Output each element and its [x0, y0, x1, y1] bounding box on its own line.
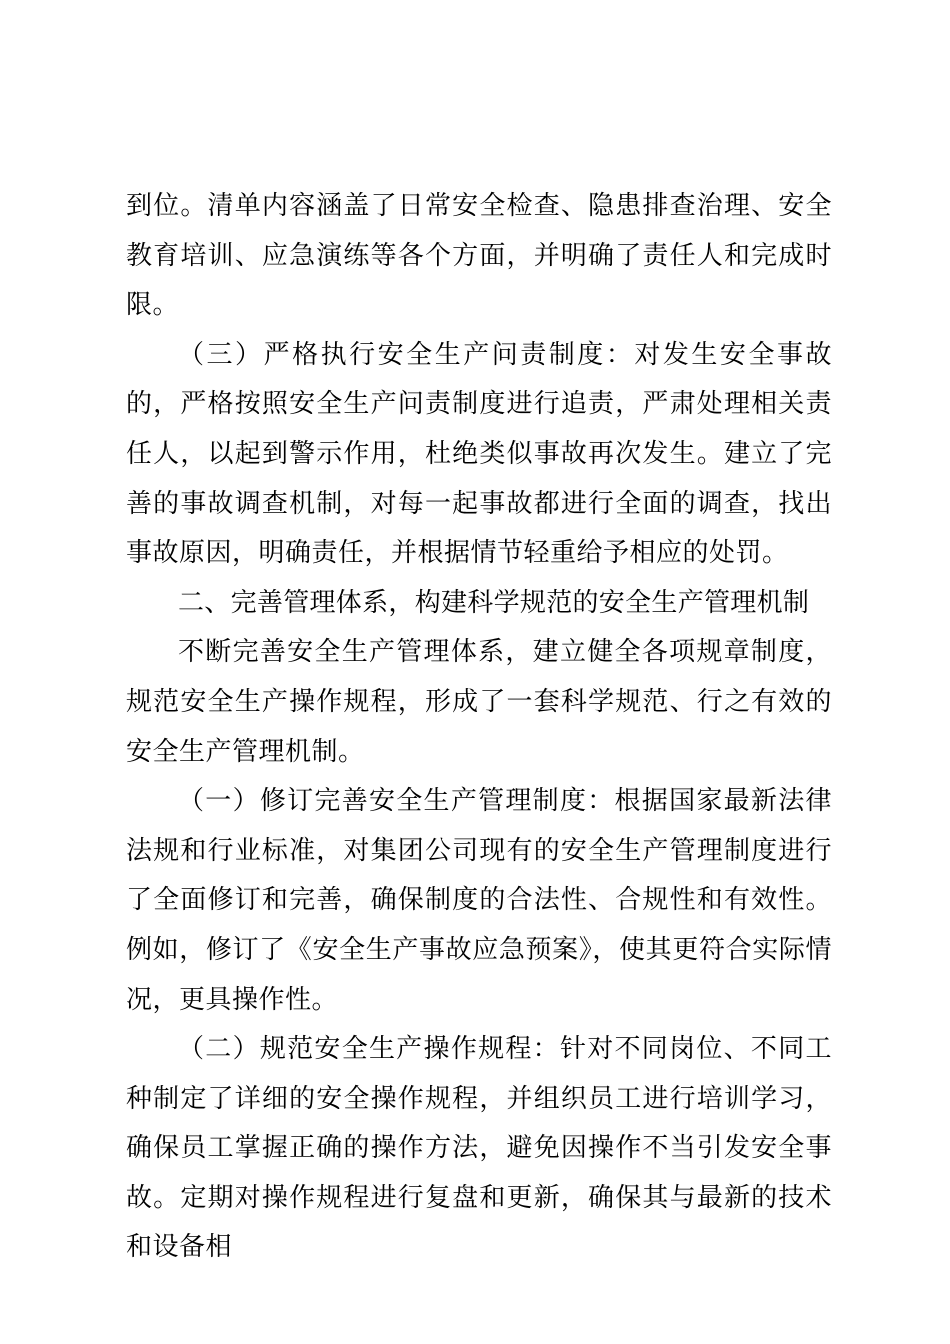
paragraph-accountability: （三）严格执行安全生产问责制度：对发生安全事故的，严格按照安全生产问责制度进行追责，严肃处理相关责任人，以起到警示作用，杜绝类似事故再次发生。建立了完善的事故调查机制，对每一起事故都进行全面的调查，找出事故原因，明确责任，并根据情节轻重给予相应的处罚。	[126, 339, 832, 569]
section-heading: 二、完善管理体系，构建科学规范的安全生产管理机制	[178, 587, 810, 618]
paragraph-revise-rules: （一）修订完善安全生产管理制度：根据国家最新法律法规和行业标准，对集团公司现有的安全生产管理制度进行了全面修订和完善，确保制度的合法性、合规性和有效性。例如，修订了《安全生产事故应急预案》，使其更符合实际情况，更具操作性。	[126, 786, 832, 1015]
paragraph-operating-procedures: （二）规范安全生产操作规程：针对不同岗位、不同工种制定了详细的安全操作规程，并组织员工进行培训学习，确保员工掌握正确的操作方法，避免因操作不当引发安全事故。定期对操作规程进行复盘和更新，确保其与最新的技术和设备相	[126, 1034, 832, 1263]
document-page	[126, 182, 832, 1273]
paragraph-continuation: 到位。清单内容涵盖了日常安全检查、隐患排查治理、安全教育培训、应急演练等各个方面，并明确了责任人和完成时限。	[126, 191, 832, 321]
paragraph-management-system: 不断完善安全生产管理体系，建立健全各项规章制度，规范安全生产操作规程，形成了一套科学规范、行之有效的安全生产管理机制。	[126, 637, 832, 767]
